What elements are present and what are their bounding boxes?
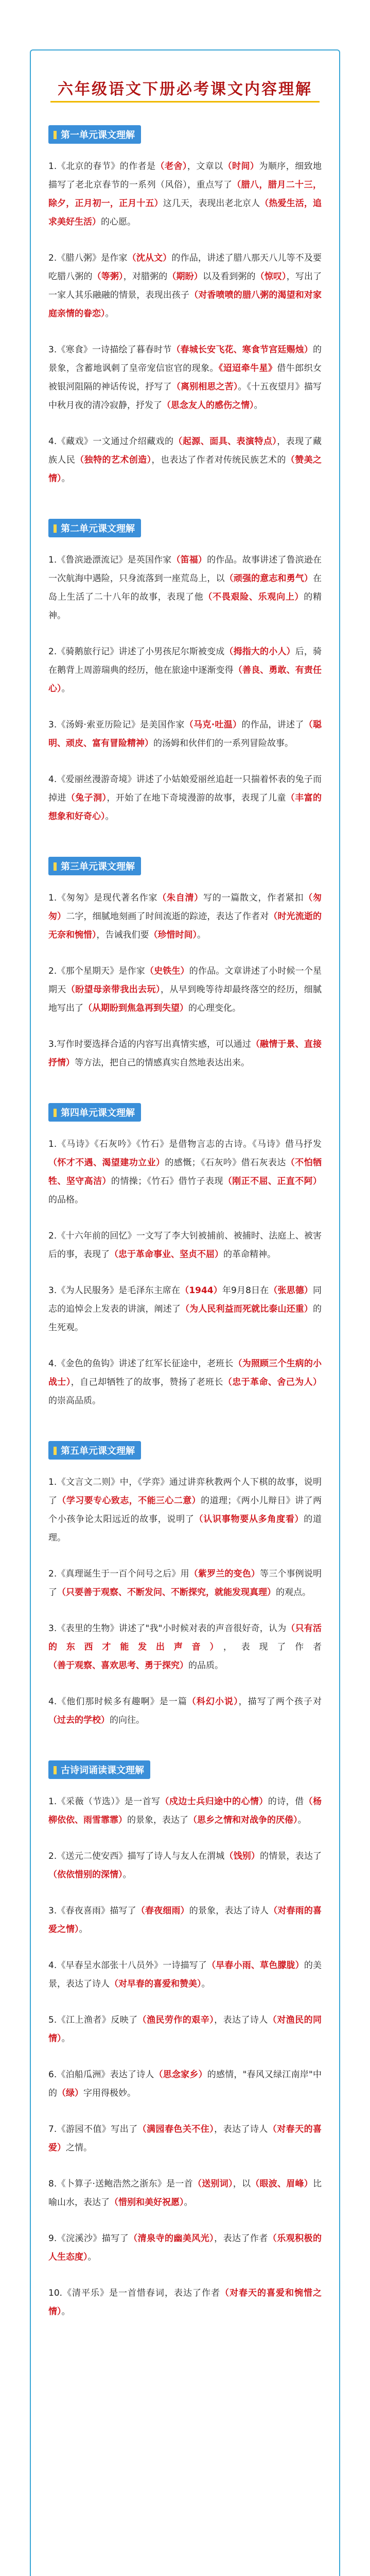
answer-highlight: （刚正不屈、正直不阿）	[223, 1176, 322, 1187]
item-text: 1.《北京的春节》的作者是	[48, 161, 156, 172]
answer-highlight: （杨柳依依、雨雪霏霏）	[48, 1797, 322, 1825]
answer-highlight: （思念家乡）	[154, 2070, 207, 2080]
item-text: 为顺序，细致地描写了老北京春节的一系列（风俗），重点写了	[48, 161, 322, 190]
item-text: 3.《春夜喜雨》描写了	[48, 1906, 136, 1916]
page-title: 六年级语文下册必考课文内容理解	[50, 74, 320, 103]
answer-highlight: （饯别）	[224, 1851, 260, 1861]
item-text: 的观点。	[276, 1587, 311, 1598]
item-text: 二字，细腻地刻画了时间流逝的踪迹，表达了作者对	[66, 911, 269, 922]
answer-highlight: （兔子洞）	[66, 793, 107, 803]
summary-item	[48, 1354, 322, 1410]
answer-highlight: （1944）	[180, 1285, 222, 1296]
item-text: 的情景，表达了	[260, 1851, 322, 1861]
item-text: 。	[184, 2197, 193, 2208]
item-text: 1.《采薇（节选）》是一首写	[48, 1797, 161, 1807]
item-text: 的精神。	[48, 592, 322, 621]
answer-highlight: （离别相思之苦）	[171, 382, 238, 392]
summary-item	[48, 1473, 322, 1547]
answer-highlight: （只要善于观察、不断发问、不断探究，就能发现真理）	[57, 1587, 276, 1598]
item-text: 的汤姆和伙伴们的一系列冒险故事。	[153, 738, 293, 749]
summary-item	[48, 716, 322, 753]
item-text: 。	[61, 473, 71, 484]
answer-highlight: （丰富的想象和好奇心）	[48, 793, 322, 822]
item-text: 2.《十六年前的回忆》一文写了李大钊被捕前、被捕时、法庭上、被害后的事，表现了	[48, 1231, 322, 1260]
answer-highlight: （不怕牺牲、坚守高洁）	[48, 1158, 322, 1187]
answer-highlight: （为照顾三个生病的小战士）	[48, 1359, 322, 1387]
item-text: 8.《卜算子·送鲍浩然之浙东》是一首	[48, 2179, 193, 2189]
answer-highlight: （朱自清）	[157, 893, 203, 903]
item-text: 。	[105, 811, 114, 822]
item-text: 2.《腊八粥》是作家	[48, 253, 128, 263]
item-text: ，表现了藏族人民	[48, 436, 322, 465]
item-text: 的生死观。	[48, 1304, 322, 1333]
answer-highlight: （乐观积极的人生态度）	[48, 2233, 322, 2262]
unit-heading: 第四单元课文理解	[48, 1103, 141, 1122]
summary-item	[48, 1956, 322, 1993]
summary-item	[48, 1692, 322, 1730]
summary-item	[48, 157, 322, 231]
item-text: ，表达了诗人	[214, 2124, 268, 2134]
item-text: 之情。	[66, 2143, 92, 2153]
item-text: 3.写作时要选择合适的内容写出真情实感，可以通过	[48, 1039, 251, 1049]
item-text: 的道理；《两小儿辩日》讲了两个小孩争论太阳远近的故事，说明了	[48, 1496, 322, 1524]
unit-section	[48, 519, 322, 826]
summary-item	[48, 2229, 322, 2266]
item-text: ，表达了诗人	[214, 2015, 268, 2025]
answer-highlight: （赞美之情）	[48, 455, 322, 484]
item-text: 5.《江上渔者》反映了	[48, 2015, 138, 2025]
item-text: 4.《藏戏》一文通过介绍藏戏的	[48, 436, 174, 447]
summary-item	[48, 341, 322, 415]
item-text: 6.《泊船瓜洲》表达了诗人	[48, 2070, 154, 2080]
answer-highlight: 《迢迢牵牛星》	[218, 363, 277, 374]
item-text: ，以	[233, 2179, 251, 2189]
answer-highlight: （思乡之情和对战争的厌倦）	[188, 1815, 298, 1825]
item-text: 字用得极妙。	[83, 2088, 136, 2098]
item-text: 的诗，借	[268, 1797, 304, 1807]
item-text: 1.《文言文二则》中，《学弈》通过讲弈秋教两个人下棋的故事，说明了	[48, 1477, 322, 1506]
answer-highlight: （对渔民的同情）	[48, 2015, 322, 2044]
answer-highlight: （过去的学校）	[48, 1715, 110, 1725]
item-text: 的美景，表达了诗人	[48, 1960, 322, 1989]
unit-heading: 第二单元课文理解	[48, 519, 141, 537]
summary-item	[48, 1792, 322, 1829]
item-text: 。	[105, 309, 114, 319]
unit-heading: 古诗词诵读课文理解	[48, 1760, 150, 1779]
summary-item	[48, 2175, 322, 2212]
item-text: 的心理变化。	[188, 1003, 241, 1013]
answer-highlight: （从期盼到焦急再到失望）	[83, 1003, 188, 1013]
unit-section	[48, 125, 322, 488]
item-text: 。	[87, 2252, 97, 2262]
answer-highlight: （怀才不遇、渴望建功立业）	[48, 1158, 165, 1168]
item-text: 。	[122, 1870, 132, 1880]
item-text: 后，骑在鹅背上周游瑞典的经历，他在旅途中逐渐变得	[48, 647, 322, 675]
summary-item	[48, 889, 322, 944]
item-text: 。	[61, 2033, 71, 2044]
unit-section	[48, 1103, 322, 1410]
answer-highlight: （学习要专心致志，不能三心二意）	[57, 1496, 201, 1506]
answer-highlight: （绿）	[57, 2088, 83, 2098]
summary-item	[48, 770, 322, 826]
answer-highlight: （顽强的意志和勇气）	[224, 573, 313, 584]
item-text: 3.《为人民服务》是毛泽东主席在	[48, 1285, 181, 1296]
answer-highlight: （时光流逝的无奈和惋惜）	[48, 911, 322, 940]
summary-item	[48, 2011, 322, 2048]
item-text: 这几天，表现出老北京人	[163, 198, 260, 209]
item-text: ，开始了在地下奇境漫游的故事，表现了儿童	[107, 793, 286, 803]
summary-item	[48, 1281, 322, 1337]
answer-highlight: （盼望母亲带我出去玩）	[66, 985, 161, 995]
item-text: 在岛上生活了二十八年的故事，表现了他	[48, 573, 322, 602]
item-text: 1.《鲁滨逊漂流记》是英国作家	[48, 555, 172, 565]
answer-highlight: （戍边士兵归途中的心情）	[160, 1797, 268, 1807]
item-text: 的景象，表达了	[127, 1815, 188, 1825]
item-text: 1.《匆匆》是现代著名作家	[48, 893, 158, 903]
unit-section	[48, 1441, 322, 1730]
item-text: 2.《骑鹅旅行记》讲述了小男孩尼尔斯被变成	[48, 647, 225, 657]
answer-highlight: （眼波、眉峰）	[251, 2179, 313, 2189]
answer-highlight: （春夜细雨）	[136, 1906, 189, 1916]
answer-highlight: （惜别和美好祝愿）	[110, 2197, 184, 2208]
answer-highlight: （惊叹）	[255, 272, 287, 282]
item-text: 2.《那个星期天》是作家	[48, 966, 145, 976]
answer-highlight: （思念友人的感伤之情）	[162, 400, 254, 411]
item-text: ，表达了作者	[214, 2233, 268, 2244]
item-text: 。	[197, 930, 206, 940]
item-text: 的景象，含蓄地讽刺了皇帝宠信宦官的现象。	[48, 345, 322, 374]
answer-highlight: （对春天的喜爱和惋惜之情）	[48, 2288, 322, 2317]
answer-highlight: （张思德）	[269, 1285, 313, 1296]
summary-item	[48, 1035, 322, 1072]
units-container	[48, 125, 322, 2321]
answer-highlight: （科幻小说）	[187, 1697, 239, 1707]
unit-heading: 第一单元课文理解	[48, 125, 141, 144]
answer-highlight: （起源、面具、表演特点）	[173, 436, 277, 447]
item-text: 。	[254, 400, 263, 411]
answer-highlight: （匆匆）	[48, 893, 322, 922]
answer-highlight: （忠于革命事业、坚贞不屈）	[110, 1249, 223, 1260]
item-text: 的品质。	[188, 1660, 223, 1671]
item-text: 。	[61, 684, 71, 694]
item-text: 。	[297, 1815, 307, 1825]
item-text: 的作品。文章讲述了小时候一个星期天	[48, 966, 322, 995]
answer-highlight: （对春雨的喜爱之情）	[48, 1906, 322, 1935]
answer-highlight: （早春小雨、草色朦胧）	[207, 1960, 304, 1971]
summary-item	[48, 2120, 322, 2157]
answer-highlight: （春城长安飞花、寒食节宫廷赐烛）	[171, 345, 313, 355]
item-text: 4.《早春呈水部张十八员外》一诗描写了	[48, 1960, 207, 1971]
summary-item	[48, 432, 322, 488]
answer-highlight: （笛福）	[171, 555, 207, 565]
unit-heading: 第三单元课文理解	[48, 857, 141, 875]
answer-highlight: （沈从文）	[127, 253, 172, 263]
answer-highlight: （为人民利益而死就比泰山还重）	[181, 1304, 313, 1314]
item-text: ，告诫我们要	[96, 930, 149, 940]
summary-item	[48, 1565, 322, 1602]
answer-highlight: （善良、勇敢、有责任心）	[48, 665, 322, 694]
answer-highlight: （清泉寺的幽美风光）	[129, 2233, 215, 2244]
item-text: 的作品，讲述了	[241, 720, 304, 730]
item-text: 3.《寒食》一诗描绘了暮春时节	[48, 345, 172, 355]
content-frame	[30, 49, 340, 2576]
item-text: ，也表达了作者对传统民族艺术的	[151, 455, 286, 465]
answer-highlight: （期盼）	[167, 272, 203, 282]
item-text: 的向往。	[110, 1715, 145, 1725]
item-text: ，描写了两个孩子对	[238, 1697, 322, 1707]
summary-item	[48, 962, 322, 1018]
item-text: ，文章以	[187, 161, 223, 172]
answer-highlight: （不畏艰险、乐观向上）	[203, 592, 304, 602]
item-text: 10.《清平乐》是一首惜春词，表达了作者	[48, 2288, 221, 2298]
answer-highlight: （老舍）	[155, 161, 187, 172]
answer-highlight: （紫罗兰的变色）	[189, 1569, 260, 1579]
item-text: 4.《爱丽丝漫游奇境》讲述了小姑娘爱丽丝追赶一只揣着怀表的兔子而掉进	[48, 774, 322, 803]
item-text: 的感慨；《石灰吟》借石灰表达	[165, 1158, 286, 1168]
item-text: 的道理。	[48, 1514, 322, 1543]
answer-highlight: （聪明、顽皮、富有冒险精神）	[48, 720, 322, 749]
item-text: 7.《游园不值》写出了	[48, 2124, 138, 2134]
item-text: 年9月8日在	[222, 1285, 269, 1296]
item-text: 3.《汤姆·索亚历险记》是美国作家	[48, 720, 185, 730]
item-text: 4.《金色的鱼钩》讲述了红军长征途中，老班长	[48, 1359, 234, 1369]
unit-section	[48, 857, 322, 1072]
item-text: 3.《表里的生物》讲述了"我"小时候对表的声音很好奇，认为	[48, 1623, 287, 1634]
item-text: 的景象，表达了诗人	[189, 1906, 269, 1916]
answer-highlight: （热爱生活，追求美好生活）	[48, 198, 322, 227]
item-text: ，表现了作者	[223, 1642, 322, 1652]
answer-highlight: （认识事物要从多角度看）	[194, 1514, 304, 1524]
answer-highlight: （融情于景、直接抒情）	[48, 1039, 322, 1068]
item-text: 的革命精神。	[223, 1249, 276, 1260]
summary-item	[48, 2065, 322, 2103]
item-text: 2.《真理诞生于一百个问号之后》用	[48, 1569, 189, 1579]
summary-item	[48, 249, 322, 323]
answer-highlight: （等粥）	[92, 272, 124, 282]
answer-highlight: （史铁生）	[145, 966, 189, 976]
item-text: 。	[79, 1924, 88, 1935]
item-text: 9.《浣溪沙》描写了	[48, 2233, 129, 2244]
item-text: 比喻山水，表达了	[48, 2179, 322, 2208]
item-text: 以及看到粥的	[202, 272, 256, 282]
item-text: ，从早到晚等待却最终落空的经历，细腻地写出了	[48, 985, 322, 1013]
summary-item	[48, 1619, 322, 1675]
summary-item	[48, 642, 322, 698]
item-text: 1.《马诗》《石灰吟》《竹石》是借物言志的古诗。《马诗》借马抒发	[48, 1139, 322, 1149]
item-text: 的品格。	[48, 1195, 83, 1205]
item-text: 借牛郎织女被银河阻隔的神话传说，抒写了	[48, 363, 322, 392]
answer-highlight: （时间）	[223, 161, 259, 172]
answer-highlight: （送别词）	[192, 2179, 233, 2189]
item-text: 同志的追悼会上发表的讲演，阐述了	[48, 1285, 322, 1314]
unit-section	[48, 1760, 322, 2321]
item-text: 2.《送元二使安西》描写了诗人与友人在渭城	[48, 1851, 225, 1861]
summary-item	[48, 1227, 322, 1264]
item-text: 的心愿。	[101, 217, 136, 227]
answer-highlight: （珍惜时间）	[149, 930, 197, 940]
answer-highlight: （善于观察、喜欢思考、勇于探究）	[48, 1660, 188, 1671]
summary-item	[48, 1135, 322, 1209]
answer-highlight: （依依惜别的深情）	[48, 1870, 123, 1880]
answer-highlight: （满园春色关不住）	[137, 2124, 215, 2134]
item-text: 的崇高品质。	[48, 1396, 101, 1406]
item-text: 的作品。故事讲述了鲁滨逊在一次航海中遇险，只身流落到一座荒岛上，以	[48, 555, 322, 584]
summary-item	[48, 551, 322, 625]
item-text: 。	[61, 2307, 71, 2317]
summary-item	[48, 2284, 322, 2321]
answer-highlight: （只有活的东西才能发出声音）	[48, 1623, 322, 1652]
item-text: 的情操；《竹石》借竹子表现	[111, 1176, 223, 1187]
item-text: 4.《他们那时候多有趣啊》是一篇	[48, 1697, 187, 1707]
answer-highlight: （独特的艺术创造）	[75, 455, 152, 465]
item-text: 。	[201, 1979, 210, 1989]
answer-highlight: （拇指大的小人）	[224, 647, 295, 657]
answer-highlight: （对春天的喜爱）	[48, 2124, 322, 2153]
unit-heading: 第五单元课文理解	[48, 1441, 141, 1460]
item-text: 等方法，把自己的情感真实自然地表达出来。	[75, 1058, 250, 1068]
item-text: 等三个事例说明了	[48, 1569, 322, 1598]
answer-highlight: （马克·吐温）	[184, 720, 242, 730]
summary-item	[48, 1902, 322, 1939]
item-text: ，对腊粥的	[123, 272, 168, 282]
item-text: 写的一篇散文，作者紧扣	[203, 893, 304, 903]
answer-highlight: （对早春的喜爱和赞美）	[110, 1979, 202, 1989]
item-text: ，自己却牺牲了的故事，赞扬了老班长	[71, 1377, 223, 1387]
item-text: 的作品，讲述了腊八那天八儿等不及要吃腊八粥的	[48, 253, 322, 282]
answer-highlight: （腊八，腊月二十三，除夕，正月初一，正月十五）	[48, 180, 322, 209]
item-text: 。《十五夜望月》描写中秋月夜的清冷寂静，抒发了	[48, 382, 322, 411]
page-title-wrap	[48, 74, 322, 103]
summary-item	[48, 1847, 322, 1884]
item-text: 的感情，"春风又绿江南岸"中的	[48, 2070, 322, 2098]
item-text: ，写出了一家人其乐融融的情景，表现出孩子	[48, 272, 322, 300]
answer-highlight: （渔民劳作的艰辛）	[137, 2015, 215, 2025]
answer-highlight: （对香喷喷的腊八粥的渴望和对家庭亲情的眷恋）	[48, 290, 322, 319]
answer-highlight: （忠于革命、舍己为人）	[223, 1377, 322, 1387]
